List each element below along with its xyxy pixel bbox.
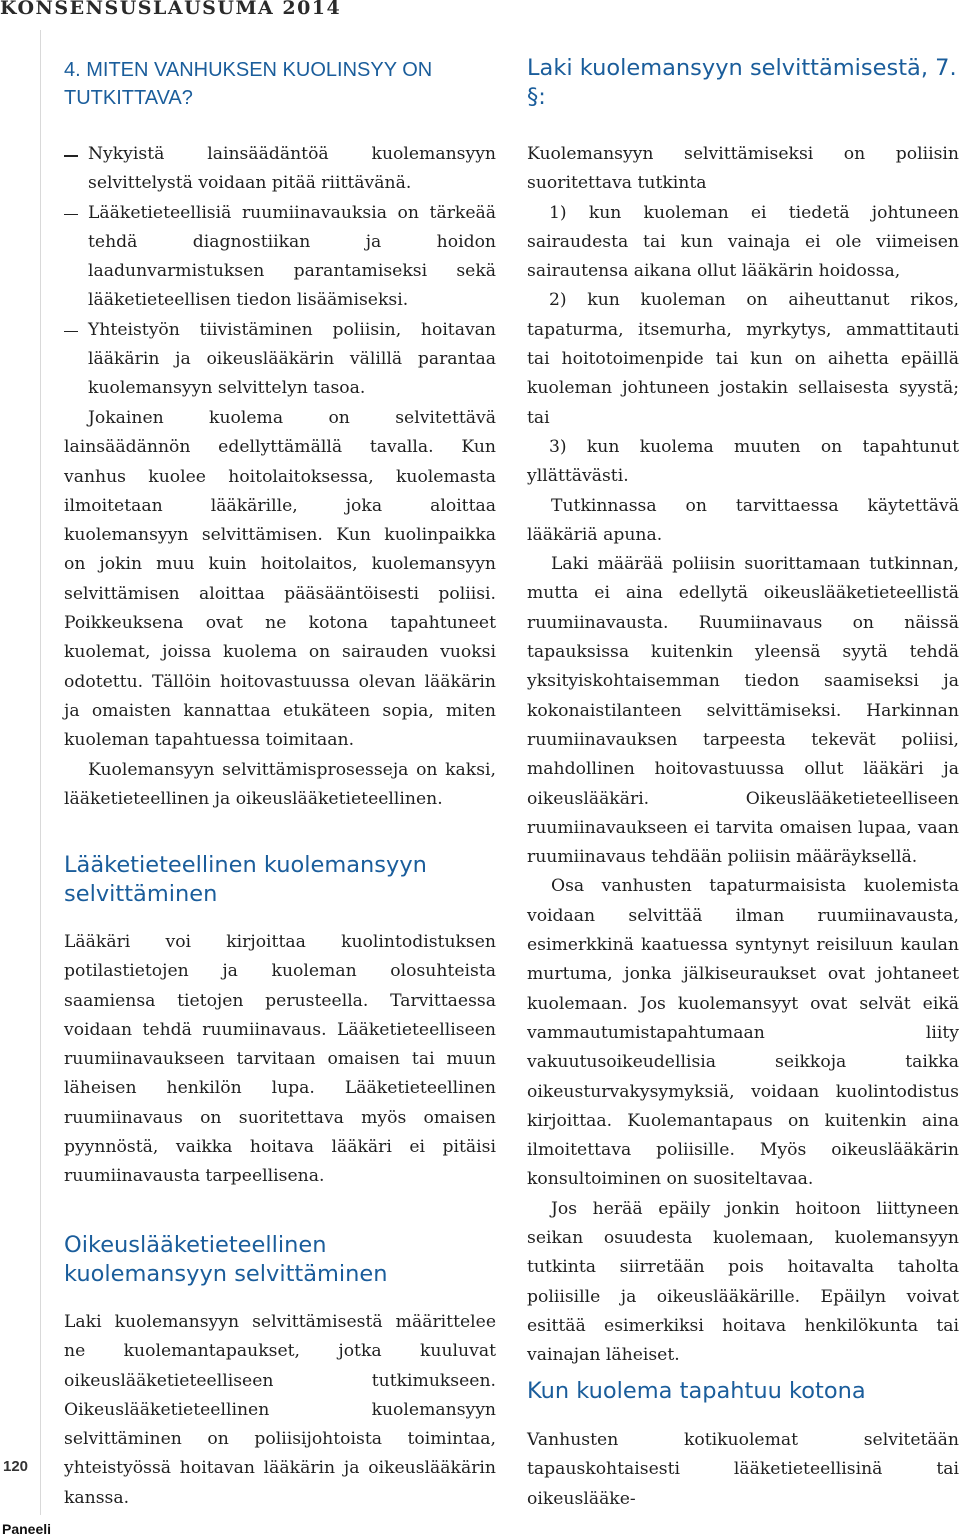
medical-section-text <box>64 928 496 1192</box>
body-paragraph: Kuolemansyyn selvittämisprosesseja on kaksi, lääketieteellinen ja oikeuslääketieteellinen. <box>64 759 496 809</box>
body-paragraph: Laki määrää poliisin suorittamaan tutkinnan, mutta ei aina edellytä oikeuslääketieteellistä ruumiinavausta. Ruumiinavaus on näissä tapauksissa kuitenkin yleensä syytä tehdä yksityiskohtaisemman tiedon saamiseksi ja kokonaistilanteen selvittämiseksi. Harkinnan ruumiinavauksen tarpeesta tekevät poliisi, mahdollinen hoitovastuussa ollut lääkäri ja oikeuslääkäri. Oikeuslääketieteelliseen ruumiinavaukseen ei tarvita omaisen lupaa, vaan ruumiinavaus tehdään poliisin määräyksellä. <box>527 554 959 868</box>
law-items-list <box>527 199 959 492</box>
summary-bullet-list <box>64 140 496 404</box>
section-label: Paneeli <box>2 1521 52 1537</box>
law-text <box>527 140 959 1370</box>
body-paragraph: Laki kuolemansyyn selvittämisestä määrittelee ne kuolemantapaukset, jotka kuuluvat oikeuslääketieteelliseen tutkimukseen. Oikeuslääketieteellinen kuolemansyyn selvittäminen on poliisijohtoista toimintaa, yhteistyössä hoitavan lääkärin ja oikeuslääkärin kanssa. <box>64 1312 496 1508</box>
body-paragraph: Vanhusten kotikuolemat selvitetään tapauskohtaisesti lääketieteellisinä tai oikeuslääke- <box>527 1430 959 1509</box>
law-intro: Kuolemansyyn selvittämiseksi on poliisin suoritettava tutkinta <box>527 144 959 194</box>
body-paragraph: Tutkinnassa on tarvittaessa käytettävä lääkäriä apuna. <box>527 495 959 545</box>
law-item: 1) kun kuoleman ei tiedetä johtuneen sairaudesta tai kun vainaja ei ole viimeisen sairautensa aikana ollut lääkärin hoidossa, <box>527 202 959 282</box>
forensic-section-text <box>64 1308 496 1513</box>
law-heading: Laki kuolemansyyn selvittämisestä, 7. §: <box>527 55 957 110</box>
body-paragraph: Jokainen kuolema on selvitettävä lainsäädännön edellyttämällä tavalla. Kun vanhus kuolee hoitolaitoksessa, kuolemasta ilmoitetaan lääkärille, joka aloittaa kuolemansyyn selvittämisen. Kun kuolinpaikka on jokin muu kuin hoitolaitos, kuolemansyyn selvittämisen aloittaa pääsääntöisesti poliisi. Poikkeuksena ovat ne kotona tapahtuneet kuolemat, joissa kuolema on sairauden vuoksi odotettu. Tällöin hoitovastuussa olevan lääkärin ja omaisten kannattaa etukäteen sopia, miten kuoleman tapahtuessa toimitaan. <box>64 408 496 751</box>
bullet-item: Lääketieteellisiä ruumiinavauksia on tärkeää tehdä diagnostiikan ja hoidon laadunvarmistuksen parantamiseksi sekä lääketieteellisen tiedon lisäämiseksi. <box>64 199 496 316</box>
bullet-item: Yhteistyön tiivistäminen poliisin, hoitavan lääkärin ja oikeuslääkärin välillä parantaa kuolemansyyn selvittelyn tasoa. <box>64 316 496 404</box>
intro-text <box>64 404 496 814</box>
bullet-item: Nykyistä lainsäädäntöä kuolemansyyn selvittelystä voidaan pitää riittävänä. <box>64 140 496 199</box>
running-header-title: KONSENSUSLAUSUMA 2014 <box>0 0 342 19</box>
subheading-home-death: Kun kuolema tapahtuu kotona <box>527 1378 866 1404</box>
home-death-text <box>527 1426 959 1514</box>
law-item: 3) kun kuolema muuten on tapahtunut yllättävästi. <box>527 436 959 487</box>
body-paragraph: Jos herää epäily jonkin hoitoon liittyneen seikan osuudesta kuolemaan, kuolemansyyn tutkinta siirretään pois hoitavalta taholta poliisille ja oikeuslääkärille. Epäilyn voivat esittää esimerkiksi hoitava henkilökunta tai vainajan läheiset. <box>527 1198 959 1366</box>
margin-rule <box>40 30 41 1515</box>
subheading-forensic: Oikeuslääketieteellinen kuolemansyyn selvittäminen <box>64 1232 388 1287</box>
body-paragraph: Osa vanhusten tapaturmaisista kuolemista voidaan selvittää ilman ruumiinavausta, esimerkkinä kaatuessa syntynyt reisiluun kaulan murtuma, jonka jälkiseuraukset ovat johtaneet kuolemaan. Jos kuolemansyyt ovat selvät eikä vammautumistapahtumaan liity vakuutusoikeudellisia seikkoja taikka oikeusturvakysymyksiä, voidaan kuolintodistus kirjoittaa. Kuolemantapaus on kuitenkin aina ilmoitettava poliisille. Myös oikeuslääkärin konsultoiminen on suositeltavaa. <box>527 876 959 1190</box>
subheading-medical: Lääketieteellinen kuolemansyyn selvittäminen <box>64 852 427 907</box>
chapter-title: 4. MITEN VANHUKSEN KUOLINSYY ON TUTKITTAVA? <box>64 59 433 109</box>
page-number: 120 <box>3 1458 29 1475</box>
law-item: 2) kun kuoleman on aiheuttanut rikos, tapaturma, itsemurha, myrkytys, ammattitauti tai hoitotoimenpide tai kun on aihetta epäillä kuoleman johtuneen jostakin sellaisesta syystä; tai <box>527 290 959 428</box>
body-paragraph: Lääkäri voi kirjoittaa kuolintodistuksen potilastietojen ja kuoleman olosuhteista saamiensa tietojen perusteella. Tarvittaessa voidaan tehdä ruumiinavaus. Lääketieteelliseen ruumiinavaukseen tarvitaan omaisen tai muun läheisen henkilön lupa. Lääketieteellinen ruumiinavaus on suoritettava myös omaisen pyynnöstä, vaikka hoitava lääkäri ei pitäisi ruumiinavausta tarpeellisena. <box>64 932 496 1187</box>
